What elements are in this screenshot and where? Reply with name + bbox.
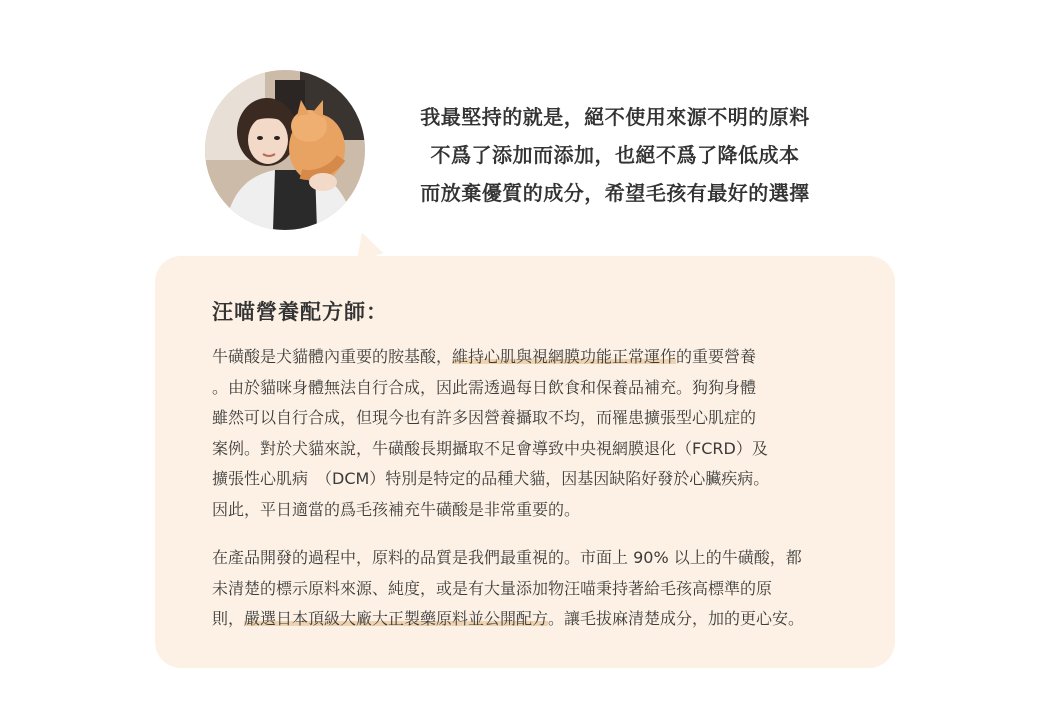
highlighted-text: 維持心肌與視網膜功能正常運作 [452,347,677,366]
founder-quote [390,98,840,212]
quote-line-1: 我最堅持的就是，絕不使用來源不明的原料 [420,105,810,129]
paragraph-line [212,342,842,373]
nutritionist-card [155,256,895,668]
text-span: 則， [212,609,245,628]
quote-line-3: 而放棄優質的成分，希望毛孩有最好的選擇 [420,181,810,205]
avatar-photo [205,70,365,230]
text-span: 的重要營養 [676,347,757,366]
paragraph-line: 。由於貓咪身體無法自行合成，因此需透過每日飲食和保養品補充。狗狗身體 [212,377,757,397]
text-span: 牛磺酸是犬貓體內重要的胺基酸， [212,347,453,366]
paragraph-line [212,604,842,635]
paragraph-line: 雖然可以自行合成，但現今也有許多因營養攝取不均，而罹患擴張型心肌症的 [212,408,757,427]
highlighted-text: 嚴選日本頂級大廠大正製藥原料並公開配方 [244,609,549,628]
paragraph-line: 在產品開發的過程中，原料的品質是我們最重視的。市面上 90% 以上的牛磺酸，都 [212,548,802,567]
quote-line-2: 不爲了添加而添加，也絕不爲了降低成本 [430,143,800,167]
paragraph-line: 案例。對於犬貓來說，牛磺酸長期攝取不足會導致中央視網膜退化（FCRD）及 [212,438,768,458]
text-span: 。讓毛拔麻清楚成分，加的更心安。 [548,609,805,628]
sourcing-paragraph [212,543,842,635]
paragraph-line: 因此，平日適當的爲毛孩補充牛磺酸是非常重要的。 [212,499,581,519]
person-holding-cat-photo [205,70,365,230]
paragraph-line: 未清楚的標示原料來源、純度，或是有大量添加物汪喵秉持著給毛孩高標準的原 [212,578,773,598]
paragraph-line: 擴張性心肌病 （DCM）特別是特定的品種犬貓，因基因缺陷好發於心臟疾病。 [212,469,770,488]
card-title: 汪喵營養配方師： [212,300,388,324]
taurine-paragraph [212,342,842,525]
